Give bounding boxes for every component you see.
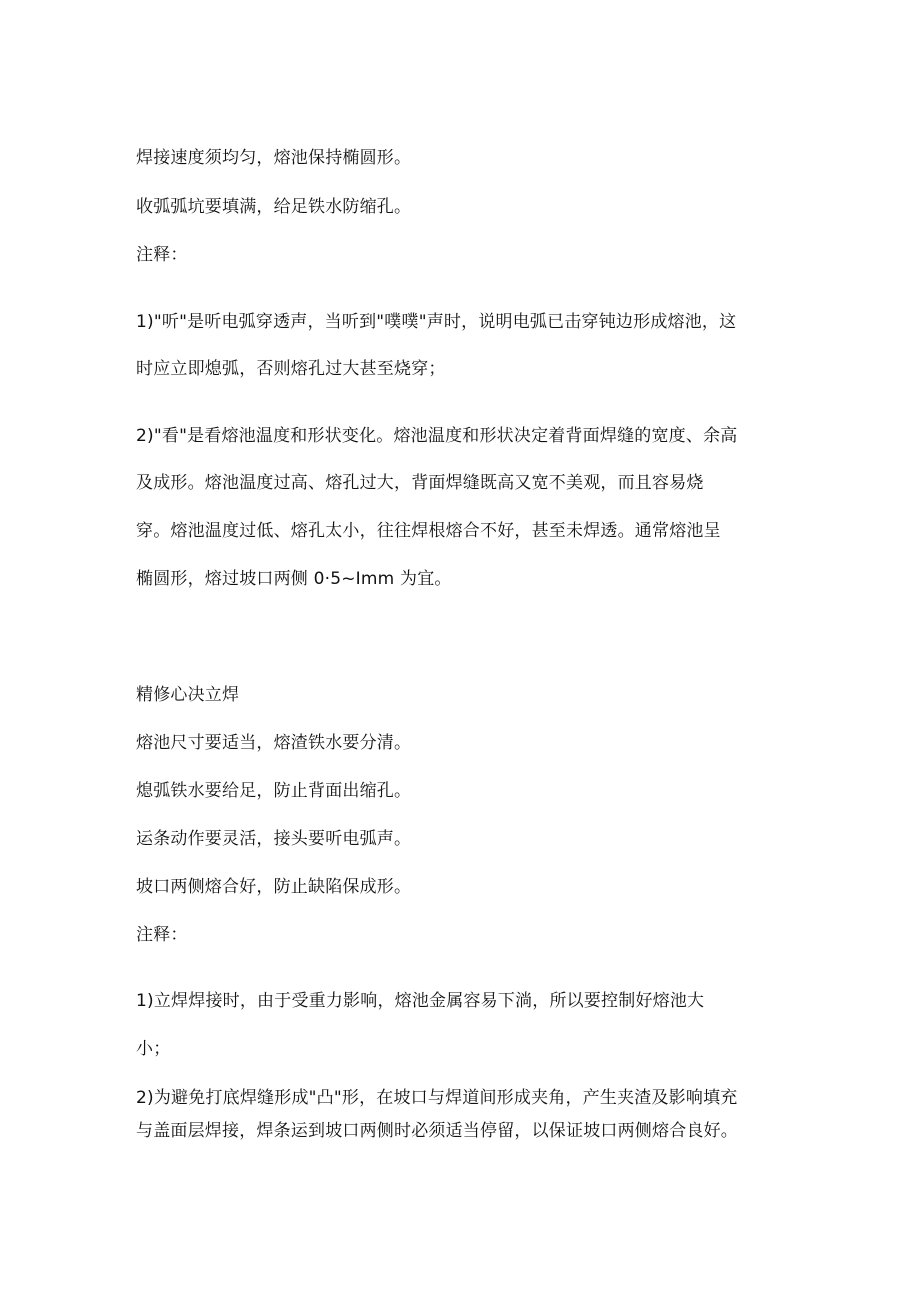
text-line: 1)立焊焊接时，由于受重力影响，熔池金属容易下淌，所以要控制好熔池大 xyxy=(136,991,705,1011)
text-line: 小； xyxy=(136,1039,171,1059)
text-line: 注释： xyxy=(136,245,188,265)
text-line: 及成形。熔池温度过高、熔孔过大，背面焊缝既高又宽不美观，而且容易烧 xyxy=(136,473,704,493)
text-line: 熔池尺寸要适当，熔渣铁水要分清。 xyxy=(136,733,412,753)
text-line: 运条动作要灵活，接头要听电弧声。 xyxy=(136,829,412,849)
text-line: 坡口两侧熔合好，防止缺陷保成形。 xyxy=(136,877,412,897)
text-line: 椭圆形，熔过坡口两侧 0·5~Imm 为宜。 xyxy=(136,569,452,589)
text-line: 穿。熔池温度过低、熔孔太小，往往焊根熔合不好，甚至未焊透。通常熔池呈 xyxy=(136,521,721,541)
text-line: 收弧弧坑要填满，给足铁水防缩孔。 xyxy=(136,197,412,217)
text-line: 注释： xyxy=(136,925,188,945)
text-line: 时应立即熄弧，否则熔孔过大甚至烧穿； xyxy=(136,359,446,379)
text-line: 熄弧铁水要给足，防止背面出缩孔。 xyxy=(136,781,412,801)
text-line: 与盖面层焊接，焊条运到坡口两侧时必须适当停留，以保证坡口两侧熔合良好。 xyxy=(136,1121,738,1141)
text-line: 2)"看"是看熔池温度和形状变化。熔池温度和形状决定着背面焊缝的宽度、余高 xyxy=(136,426,738,446)
text-line: 焊接速度须均匀，熔池保持椭圆形。 xyxy=(136,148,412,168)
text-line: 1)"听"是听电弧穿透声，当听到"噗噗"声时，说明电弧已击穿钝边形成熔池，这 xyxy=(136,312,737,332)
text-line: 2)为避免打底焊缝形成"凸"形，在坡口与焊道间形成夹角，产生夹渣及影响填充 xyxy=(136,1088,738,1108)
section-heading: 精修心决立焊 xyxy=(136,685,240,705)
